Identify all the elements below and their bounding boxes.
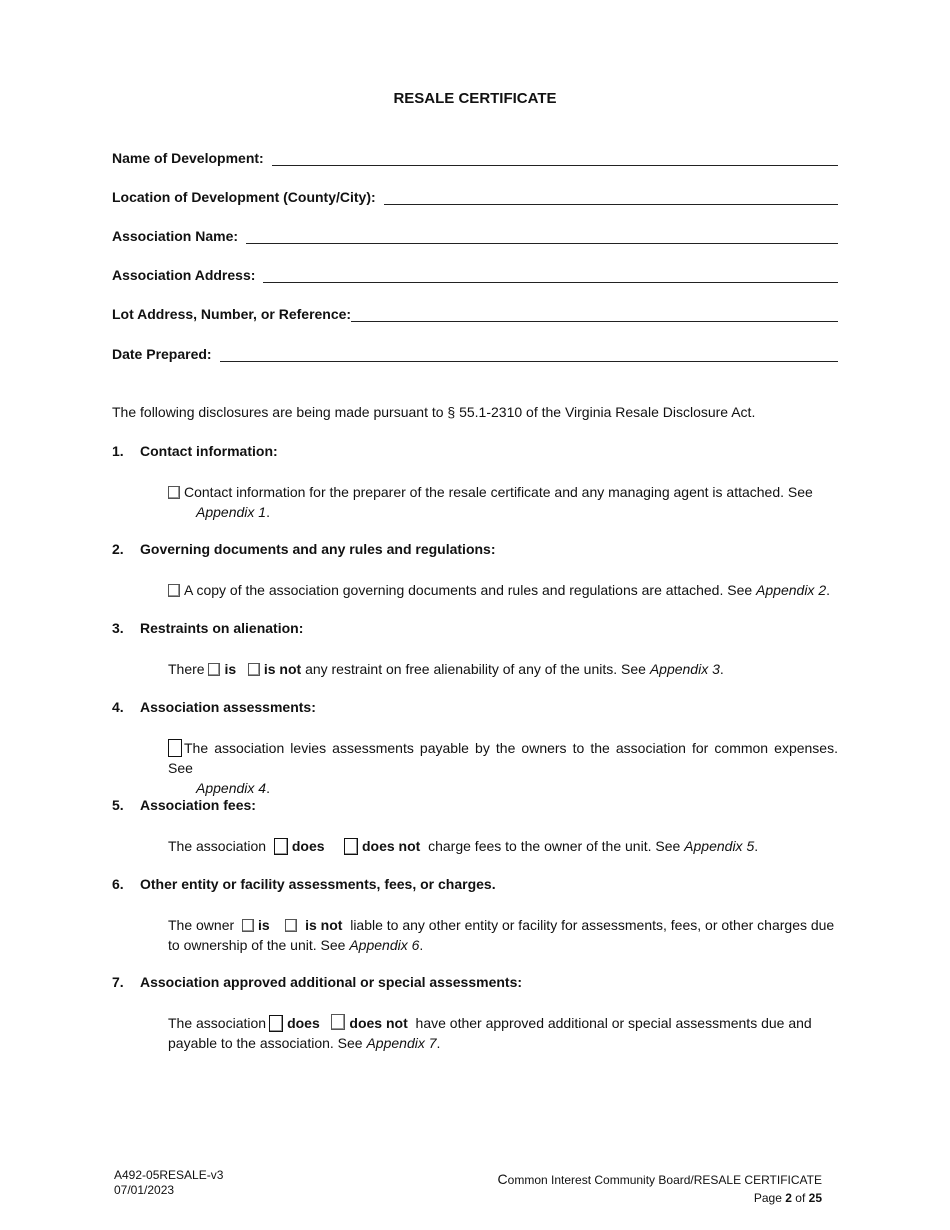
entity-is-not-checkbox[interactable]: [285, 919, 297, 932]
association-name-field: [112, 224, 838, 244]
section-title: Association approved additional or special assessments:: [140, 974, 523, 990]
option-does: does: [291, 838, 325, 854]
section-2-body: [168, 580, 838, 600]
option-is-not: is not: [305, 917, 343, 933]
option-does-not: does not: [361, 838, 421, 854]
name-of-development-field: [112, 146, 838, 166]
assessments-checkbox[interactable]: [168, 739, 182, 757]
section-pre: There: [168, 661, 205, 677]
section-3-body: [168, 659, 838, 679]
period: .: [719, 661, 724, 677]
option-is: is: [257, 917, 270, 933]
field-label: Location of Development (County/City):: [112, 189, 376, 205]
field-label: Lot Address, Number, or Reference:: [112, 306, 352, 322]
section-number: 2.: [112, 541, 124, 557]
governing-documents-checkbox[interactable]: [168, 584, 180, 597]
option-is: is: [224, 661, 237, 677]
field-label: Date Prepared:: [112, 346, 212, 362]
board-name: [498, 1170, 822, 1189]
lot-address-field: [112, 302, 838, 322]
fees-does-checkbox[interactable]: [274, 838, 288, 855]
section-text: A copy of the association governing documents and rules and regulations are attached. See: [184, 582, 753, 598]
page-title: RESALE CERTIFICATE: [393, 90, 557, 107]
section-pre: The owner: [168, 917, 235, 933]
special-does-checkbox[interactable]: [269, 1015, 283, 1032]
appendix-ref: Appendix 6: [349, 937, 420, 953]
period: .: [419, 937, 424, 953]
name-of-development-input-line[interactable]: [272, 151, 838, 166]
appendix-ref: Appendix 4: [196, 780, 267, 796]
section-7-heading: [112, 974, 522, 990]
section-5-heading: [112, 797, 256, 813]
board-cap: C: [497, 1171, 508, 1187]
section-6-body: [168, 915, 838, 955]
section-title: Other entity or facility assessments, fees, or charges.: [140, 876, 496, 892]
appendix-ref: Appendix 2: [756, 582, 827, 598]
section-title: Association fees:: [140, 797, 256, 813]
intro-paragraph: The following disclosures are being made pursuant to § 55.1-2310 of the Virginia Resale Disclosure Act.: [112, 404, 756, 420]
page-current: 2: [785, 1191, 792, 1205]
date-prepared-field: [112, 342, 838, 362]
section-1-heading: [112, 443, 278, 459]
page-word: Page: [753, 1191, 782, 1205]
section-2-heading: [112, 541, 496, 557]
fees-does-not-checkbox[interactable]: [344, 838, 358, 855]
period: .: [436, 1035, 441, 1051]
date-prepared-input-line[interactable]: [220, 347, 838, 362]
section-title: Contact information:: [140, 443, 278, 459]
field-label: Association Address:: [112, 267, 256, 283]
page-number: [498, 1189, 822, 1207]
option-does-not: does not: [349, 1015, 408, 1031]
appendix-ref: Appendix 5: [684, 838, 755, 854]
section-number: 4.: [112, 699, 124, 715]
section-3-heading: [112, 620, 303, 636]
section-text: charge fees to the owner of the unit. See: [428, 838, 681, 854]
option-does: does: [287, 1015, 320, 1031]
location-of-development-field: [112, 185, 838, 205]
section-number: 3.: [112, 620, 124, 636]
location-input-line[interactable]: [384, 190, 838, 205]
section-1-body: [168, 482, 838, 522]
section-text: The association levies assessments payable by the owners to the association for common expenses. See: [168, 740, 838, 776]
section-text: have other approved additional or special assessments due and: [415, 1015, 812, 1031]
field-label: Association Name:: [112, 228, 239, 244]
section-5-body: [168, 836, 838, 856]
appendix-ref: Appendix 3: [649, 661, 720, 677]
form-id: A492-05RESALE-v3: [114, 1168, 224, 1182]
contact-info-checkbox[interactable]: [168, 486, 180, 499]
section-text: any restraint on free alienability of any of the units. See: [305, 661, 646, 677]
appendix-ref: Appendix 7: [366, 1035, 437, 1051]
section-text: Contact information for the preparer of the resale certificate and any managing agent is attached. See: [184, 484, 813, 500]
section-7-body: [168, 1013, 838, 1053]
period: .: [754, 838, 759, 854]
entity-is-checkbox[interactable]: [242, 919, 254, 932]
field-label: Name of Development:: [112, 150, 264, 166]
footer-form-info: [114, 1168, 223, 1198]
period: .: [266, 504, 270, 520]
restraint-is-checkbox[interactable]: [208, 663, 220, 676]
section-pre: The association: [168, 1015, 267, 1031]
section-6-heading: [112, 876, 496, 892]
section-title: Governing documents and any rules and regulations:: [140, 541, 496, 557]
lot-address-input-line[interactable]: [351, 307, 838, 322]
section-number: 1.: [112, 443, 124, 459]
section-text-2: to ownership of the unit. See: [168, 937, 346, 953]
association-name-input-line[interactable]: [246, 229, 838, 244]
form-date: 07/01/2023: [114, 1183, 175, 1197]
option-is-not: is not: [263, 661, 302, 677]
restraint-is-not-checkbox[interactable]: [248, 663, 260, 676]
footer-page-info: [498, 1170, 822, 1207]
section-pre: The association: [168, 838, 267, 854]
section-text-2: payable to the association. See: [168, 1035, 363, 1051]
page-of: of: [795, 1191, 806, 1205]
period: .: [826, 582, 830, 598]
section-title: Restraints on alienation:: [140, 620, 304, 636]
section-text: liable to any other entity or facility for assessments, fees, or other charges due: [350, 917, 835, 933]
period: .: [266, 780, 270, 796]
section-4-heading: [112, 699, 316, 715]
section-number: 6.: [112, 876, 124, 892]
section-4-body: [168, 738, 838, 798]
section-number: 5.: [112, 797, 124, 813]
board-rest: ommon Interest Community Board/RESALE CERTIFICATE: [507, 1173, 822, 1187]
special-does-not-checkbox[interactable]: [331, 1014, 345, 1030]
association-address-field: [112, 263, 838, 283]
appendix-ref: Appendix 1: [196, 504, 267, 520]
association-address-input-line[interactable]: [263, 268, 838, 283]
section-title: Association assessments:: [140, 699, 316, 715]
page-total: 25: [808, 1191, 822, 1205]
section-number: 7.: [112, 974, 124, 990]
